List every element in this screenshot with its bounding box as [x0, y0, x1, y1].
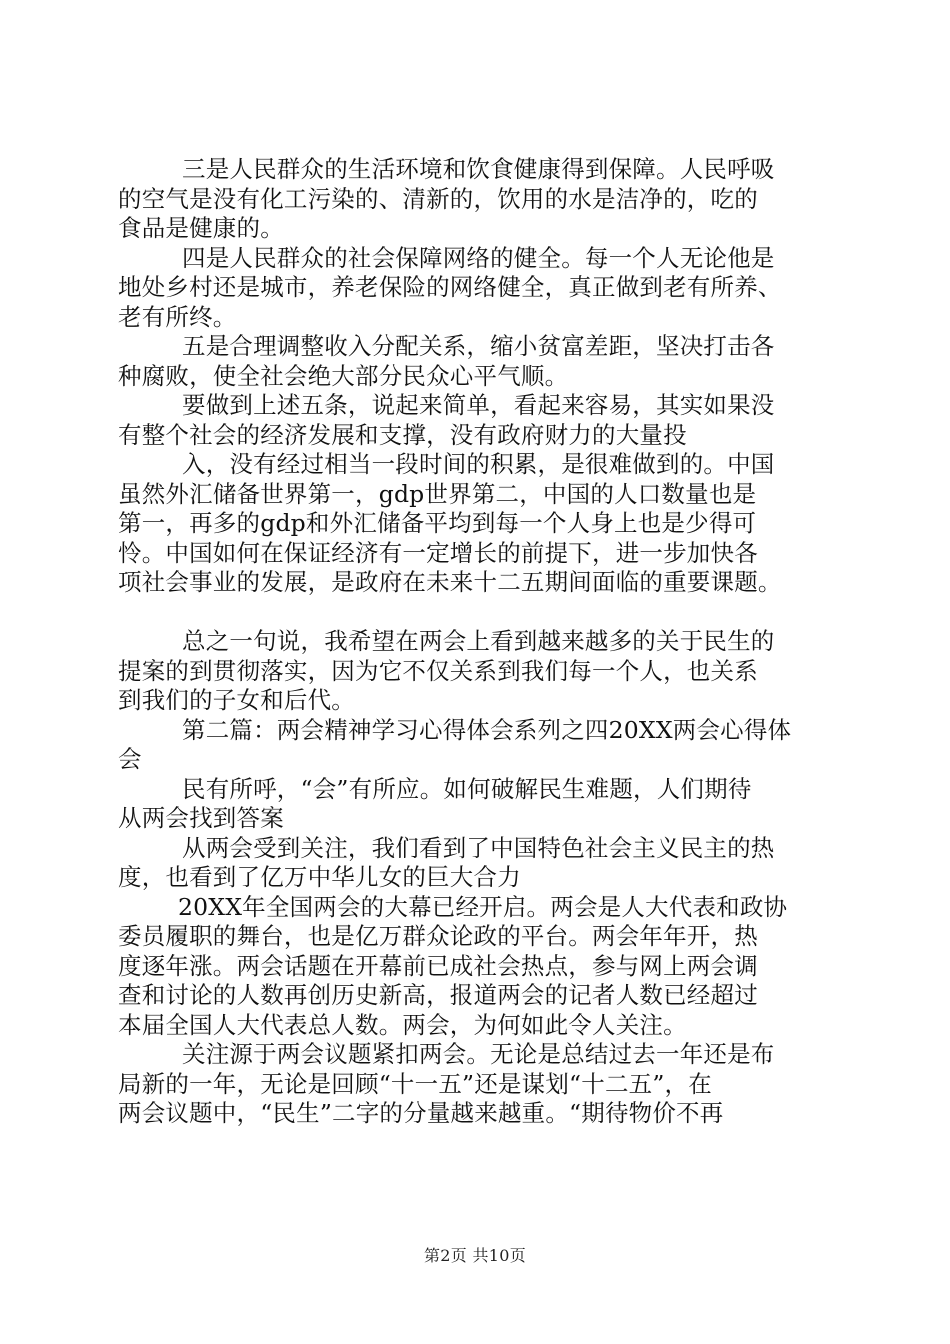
- text-line: 查和讨论的人数再创历史新高，报道两会的记者人数已经超过: [118, 981, 758, 1009]
- text-line: 入，没有经过相当一段时间的积累，是很难做到的。中国: [182, 450, 775, 478]
- text-line: 本届全国人大代表总人数。两会，为何如此令人关注。: [118, 1010, 687, 1039]
- blank-line: [118, 598, 838, 628]
- text-line: 三是人民群众的生活环境和饮食健康得到保障。人民呼吸: [182, 155, 775, 183]
- text-line: 提案的到贯彻落实，因为它不仅关系到我们每一个人，也关系: [118, 656, 758, 685]
- text-line: 怜。中国如何在保证经济有一定增长的前提下，进一步加快各: [118, 538, 758, 567]
- page-footer: 第2页 共10页: [423, 1246, 527, 1265]
- text-line: 从两会找到答案: [118, 804, 284, 832]
- text-line: 20XX年全国两会的大幕已经开启。两会是人大代表和政协: [178, 892, 788, 921]
- text-line: 食品是健康的。: [118, 214, 284, 242]
- text-line: 地处乡村还是城市，养老保险的网络健全，真正做到老有所养、: [118, 273, 782, 301]
- text-line: 五是合理调整收入分配关系，缩小贫富差距，坚决打击各: [182, 332, 775, 360]
- text-line: 局新的一年，无论是回顾“十一五”还是谋划“十二五”，在: [118, 1069, 712, 1098]
- text-line: 两会议题中，“民生”二字的分量越来越重。“期待物价不再: [118, 1099, 724, 1127]
- text-line: 项社会事业的发展，是政府在未来十二五期间面临的重要课题。: [118, 568, 782, 596]
- document-body: [118, 155, 838, 1129]
- text-line: 老有所终。: [118, 302, 237, 331]
- text-line: 民有所呼，“会”有所应。如何破解民生难题，人们期待: [182, 774, 752, 803]
- text-line: 要做到上述五条，说起来简单，看起来容易，其实如果没: [182, 391, 775, 419]
- text-line: 第二篇：两会精神学习心得体会系列之四20XX两会心得体: [182, 715, 792, 744]
- text-line: 第一，再多的gdp和外汇储备平均到每一个人身上也是少得可: [118, 509, 757, 537]
- text-line: 种腐败，使全社会绝大部分民众心平气顺。: [118, 361, 569, 390]
- text-line: 度逐年涨。两会话题在开幕前已成社会热点，参与网上两会调: [118, 951, 758, 980]
- text-line: 关注源于两会议题紧扣两会。无论是总结过去一年还是布: [182, 1040, 775, 1068]
- text-line: 委员履职的舞台，也是亿万群众论政的平台。两会年年开，热: [118, 922, 758, 950]
- text-line: 总之一句说，我希望在两会上看到越来越多的关于民生的: [182, 627, 775, 655]
- text-line: 虽然外汇储备世界第一，gdp世界第二，中国的人口数量也是: [118, 479, 757, 508]
- text-line: 有整个社会的经济发展和支撑，没有政府财力的大量投: [118, 420, 687, 449]
- text-line: 度，也看到了亿万中华儿女的巨大合力: [118, 863, 521, 891]
- text-line: 四是人民群众的社会保障网络的健全。每一个人无论他是: [182, 243, 775, 272]
- text-line: 到我们的子女和后代。: [118, 686, 355, 714]
- text-line: 从两会受到关注，我们看到了中国特色社会主义民主的热: [182, 833, 775, 862]
- text-line: 的空气是没有化工污染的、清新的，饮用的水是洁净的，吃的: [118, 184, 758, 213]
- text-line: 会: [118, 745, 142, 773]
